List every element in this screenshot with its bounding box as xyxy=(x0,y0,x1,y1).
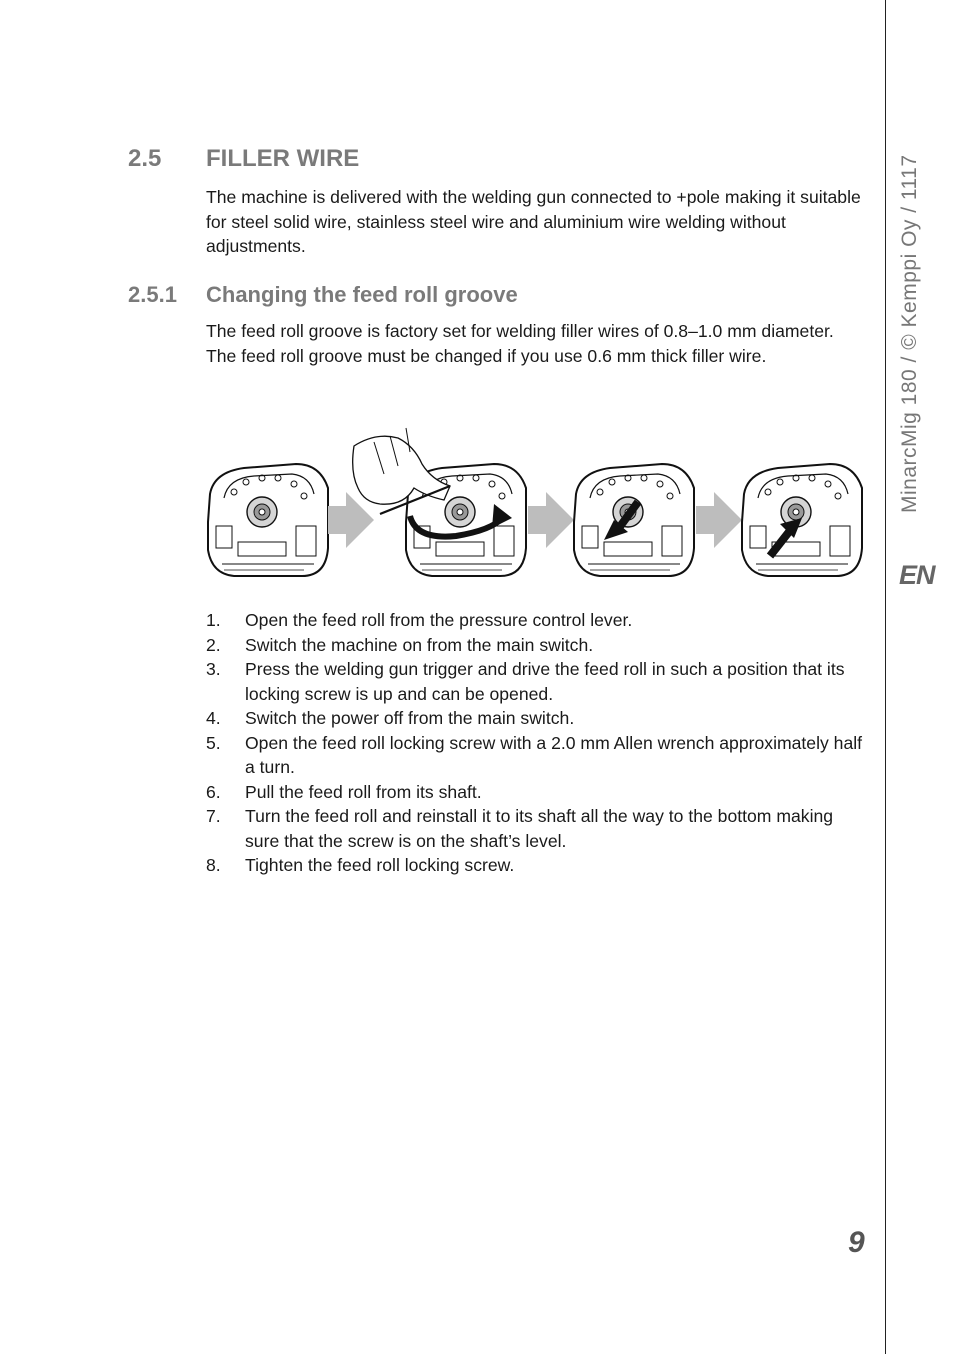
step-text: Switch the power off from the main switch. xyxy=(245,708,575,728)
list-item xyxy=(206,853,868,878)
section-number: 2.5 xyxy=(128,145,162,172)
list-item xyxy=(206,657,868,706)
subsection-number: 2.5.1 xyxy=(128,282,177,307)
feed-roll-illustration xyxy=(204,424,866,580)
step-arrow xyxy=(328,492,374,548)
panel-3-mechanism xyxy=(574,464,694,576)
panel-1-mechanism xyxy=(208,464,328,576)
step-number: 8. xyxy=(206,855,221,875)
list-item xyxy=(206,608,868,633)
step-text: Open the feed roll from the pressure control lever. xyxy=(245,610,633,630)
list-item xyxy=(206,780,868,805)
step-text: Switch the machine on from the main switch. xyxy=(245,634,594,655)
step-arrow xyxy=(696,492,742,548)
subsection-title: Changing the feed roll groove xyxy=(206,282,518,307)
list-item xyxy=(206,804,868,853)
step-number: 6. xyxy=(206,781,221,802)
step-number: 7. xyxy=(206,806,221,826)
section-paragraph: The machine is delivered with the welding gun connected to +pole making it suitable for steel solid wire, stainless steel wire and aluminium wire welding without adjustments. xyxy=(206,187,861,256)
page-number: 9 xyxy=(848,1226,865,1259)
step-number: 3. xyxy=(206,659,221,679)
list-item xyxy=(206,706,868,731)
section-title: FILLER WIRE xyxy=(206,145,360,172)
subsection-paragraph: The feed roll groove is factory set for welding filler wires of 0.8–1.0 mm diameter. The feed roll groove must be changed if you use 0.6 mm thick filler wire. xyxy=(206,321,834,366)
step-arrow xyxy=(528,492,574,548)
running-header: MinarcMig 180 / © Kemppi Oy / 1117 xyxy=(898,154,921,513)
step-number: 4. xyxy=(206,708,221,728)
instruction-list xyxy=(206,608,868,878)
step-text: Tighten the feed roll locking screw. xyxy=(245,855,515,875)
margin-rule xyxy=(885,0,886,1354)
step-number: 2. xyxy=(206,634,221,655)
list-item xyxy=(206,731,868,780)
language-tab: EN xyxy=(899,560,935,590)
step-text: Open the feed roll locking screw with a 2.0 mm Allen wrench approximately half a turn. xyxy=(245,732,863,777)
step-text: Pull the feed roll from its shaft. xyxy=(245,781,482,802)
step-number: 1. xyxy=(206,610,221,630)
step-text: Press the welding gun trigger and drive the feed roll in such a position that its locking screw is up and can be opened. xyxy=(245,659,845,704)
step-number: 5. xyxy=(206,732,221,753)
list-item xyxy=(206,633,868,658)
panel-4-mechanism xyxy=(742,464,862,576)
step-text: Turn the feed roll and reinstall it to its shaft all the way to the bottom making sure that the screw is on the shaft’s level. xyxy=(245,806,834,851)
